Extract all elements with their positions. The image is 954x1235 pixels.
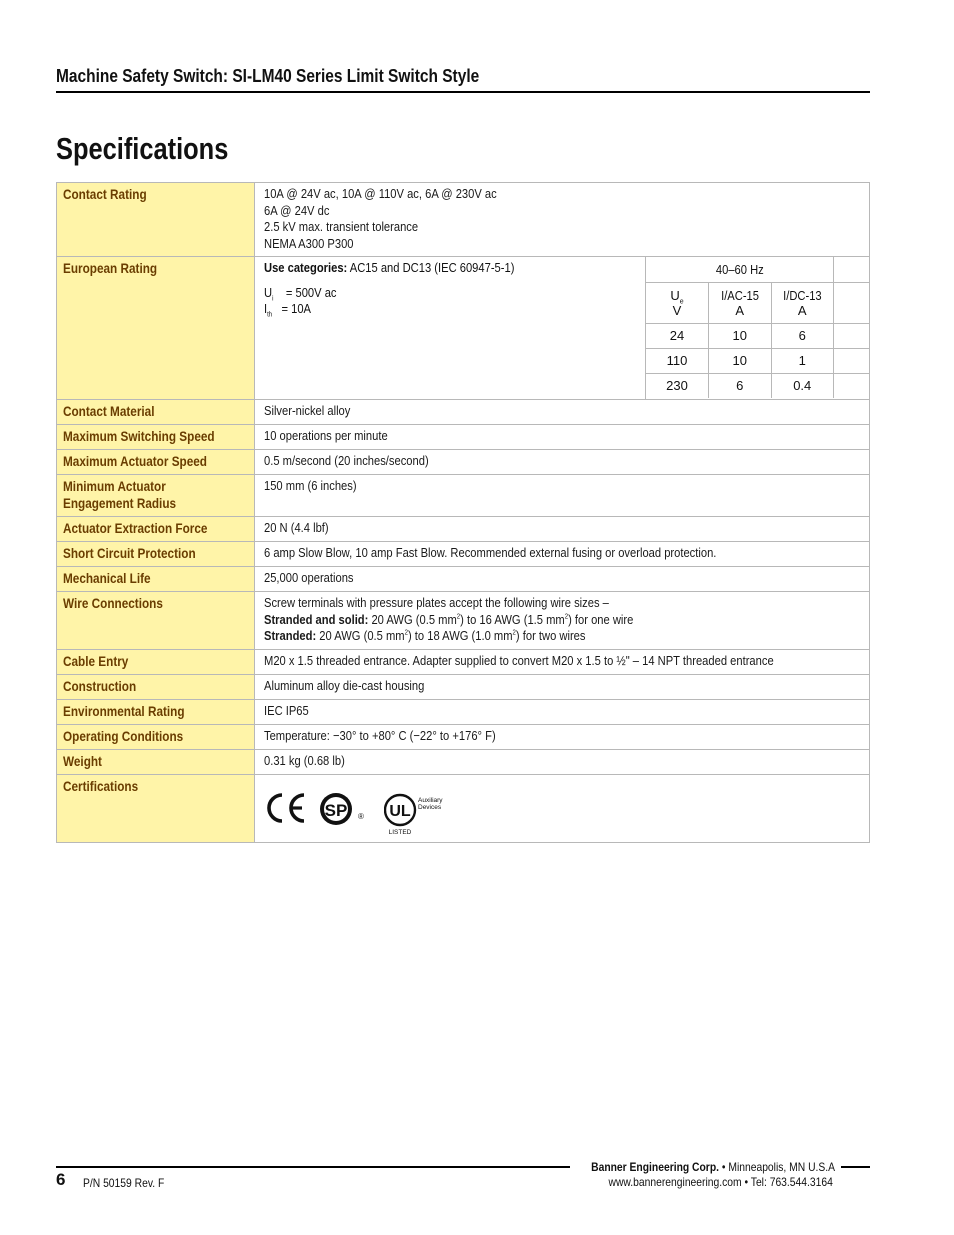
spec-value: 0.5 m/second (20 inches/second) — [264, 453, 429, 468]
spec-value: 10 operations per minute — [264, 428, 388, 443]
spec-label: Weight — [63, 752, 102, 769]
use-categories: Use categories: AC15 and DC13 (IEC 60947-5-1) — [264, 260, 515, 275]
table-row — [57, 183, 870, 257]
spec-label: Maximum Actuator Speed — [63, 453, 207, 469]
table-row — [57, 592, 870, 650]
spec-label: Operating Conditions — [63, 727, 184, 744]
table-row: 110 10 1 — [646, 348, 869, 373]
spec-value: M20 x 1.5 threaded entrance. Adapter supplied to convert M20 x 1.5 to ½" – 14 NPT threaded entrance — [264, 652, 774, 668]
table-row — [57, 699, 870, 724]
col-header-ac15: I/AC-15 A — [709, 282, 772, 323]
table-row-certifications — [57, 774, 870, 842]
spec-label: Maximum Switching Speed — [63, 428, 215, 444]
page-number: 6 — [56, 1170, 66, 1189]
footer-rule-left — [56, 1166, 570, 1168]
table-row: 24 10 6 — [646, 323, 869, 348]
document-header-title: Machine Safety Switch: SI-LM40 Series Limit Switch Style — [56, 66, 480, 86]
spec-value: 25,000 operations — [264, 570, 354, 585]
spec-value: 10A @ 24V ac, 10A @ 110V ac, 6A @ 230V ac 6A @ 24V dc 2.5 kV max. transient tolerance NEMA A300 P300 — [264, 186, 497, 251]
ith-rating: $I_{th}$ = 10A — [264, 301, 312, 319]
spec-value: Screw terminals with pressure plates accept the following wire sizes – Stranded and solid: 20 AWG (0.5 $mm^2$) to 16 AWG (1.5 $mm^2$) for one wire Stranded: 20 AWG (0.5 $mm^2$) to 18 AWG (1.0 $mm^2$) for two wires — [264, 595, 634, 643]
european-rating-table — [646, 257, 869, 398]
table-row — [57, 400, 870, 425]
svg-text:®: ® — [358, 811, 364, 821]
ui-rating: $U_i$ = 500V ac — [264, 284, 337, 303]
spec-label: Construction — [63, 677, 137, 694]
spec-label: Wire Connections — [63, 595, 163, 611]
footer-contact: www.bannerengineering.com • Tel: 763.544.3164 — [608, 1175, 833, 1189]
spec-label: Contact Rating — [63, 186, 147, 202]
specifications-table — [56, 182, 870, 843]
part-number: P/N 50159 Rev. F — [83, 1176, 165, 1190]
csa-mark-icon — [318, 791, 364, 827]
table-row: 230 6 0.4 — [646, 373, 869, 398]
page-title: Specifications — [56, 131, 229, 166]
table-row-european-rating — [57, 257, 870, 400]
frequency-header: 40–60 Hz — [646, 257, 834, 282]
table-row — [57, 450, 870, 475]
spec-label: Contact Material — [63, 403, 155, 419]
col-header-dc13: I/DC-13 A — [771, 282, 834, 323]
table-row — [57, 475, 870, 517]
spec-value: Silver-nickel alloy — [264, 403, 351, 418]
certification-marks — [264, 781, 860, 838]
spec-label: Mechanical Life — [63, 570, 151, 586]
svg-text:Devices: Devices — [418, 803, 442, 811]
ul-listed-mark-icon — [384, 792, 464, 838]
table-row — [57, 425, 870, 450]
svg-text:UL: UL — [389, 802, 411, 820]
col-header-ue: $U_e$ V — [646, 282, 709, 323]
table-row — [57, 517, 870, 542]
spec-value: IEC IP65 — [264, 702, 309, 718]
spec-label: Short Circuit Protection — [63, 545, 196, 561]
header-rule — [56, 91, 870, 93]
table-row — [57, 749, 870, 774]
spec-label: Cable Entry — [63, 652, 129, 669]
table-row — [57, 542, 870, 567]
spec-value: 6 amp Slow Blow, 10 amp Fast Blow. Recommended external fusing or overload protection. — [264, 545, 717, 560]
ce-mark-icon — [264, 791, 308, 825]
svg-text:LISTED: LISTED — [388, 828, 412, 836]
table-row — [57, 567, 870, 592]
spec-value: 20 N (4.4 lbf) — [264, 520, 329, 535]
spec-value: Aluminum alloy die-cast housing — [264, 677, 425, 693]
spec-value: 0.31 kg (0.68 lb) — [264, 752, 345, 768]
spec-label: Environmental Rating — [63, 702, 185, 719]
svg-text:SP: SP — [324, 800, 348, 820]
svg-text:Auxiliary: Auxiliary — [418, 796, 443, 804]
table-row — [57, 674, 870, 699]
footer-company: Banner Engineering Corp. • Minneapolis, MN U.S.A — [589, 1160, 838, 1174]
footer-rule-right — [841, 1166, 870, 1168]
spec-label: Actuator Extraction Force — [63, 520, 208, 536]
table-row — [57, 724, 870, 749]
spec-label: Minimum Actuator Engagement Radius — [63, 478, 177, 511]
table-row — [57, 649, 870, 674]
spec-label: European Rating — [63, 260, 158, 276]
spec-value: 150 mm (6 inches) — [264, 478, 357, 493]
spec-value: Temperature: −30° to +80° C (−22° to +176° F) — [264, 727, 496, 743]
spec-label: Certifications — [63, 777, 139, 794]
